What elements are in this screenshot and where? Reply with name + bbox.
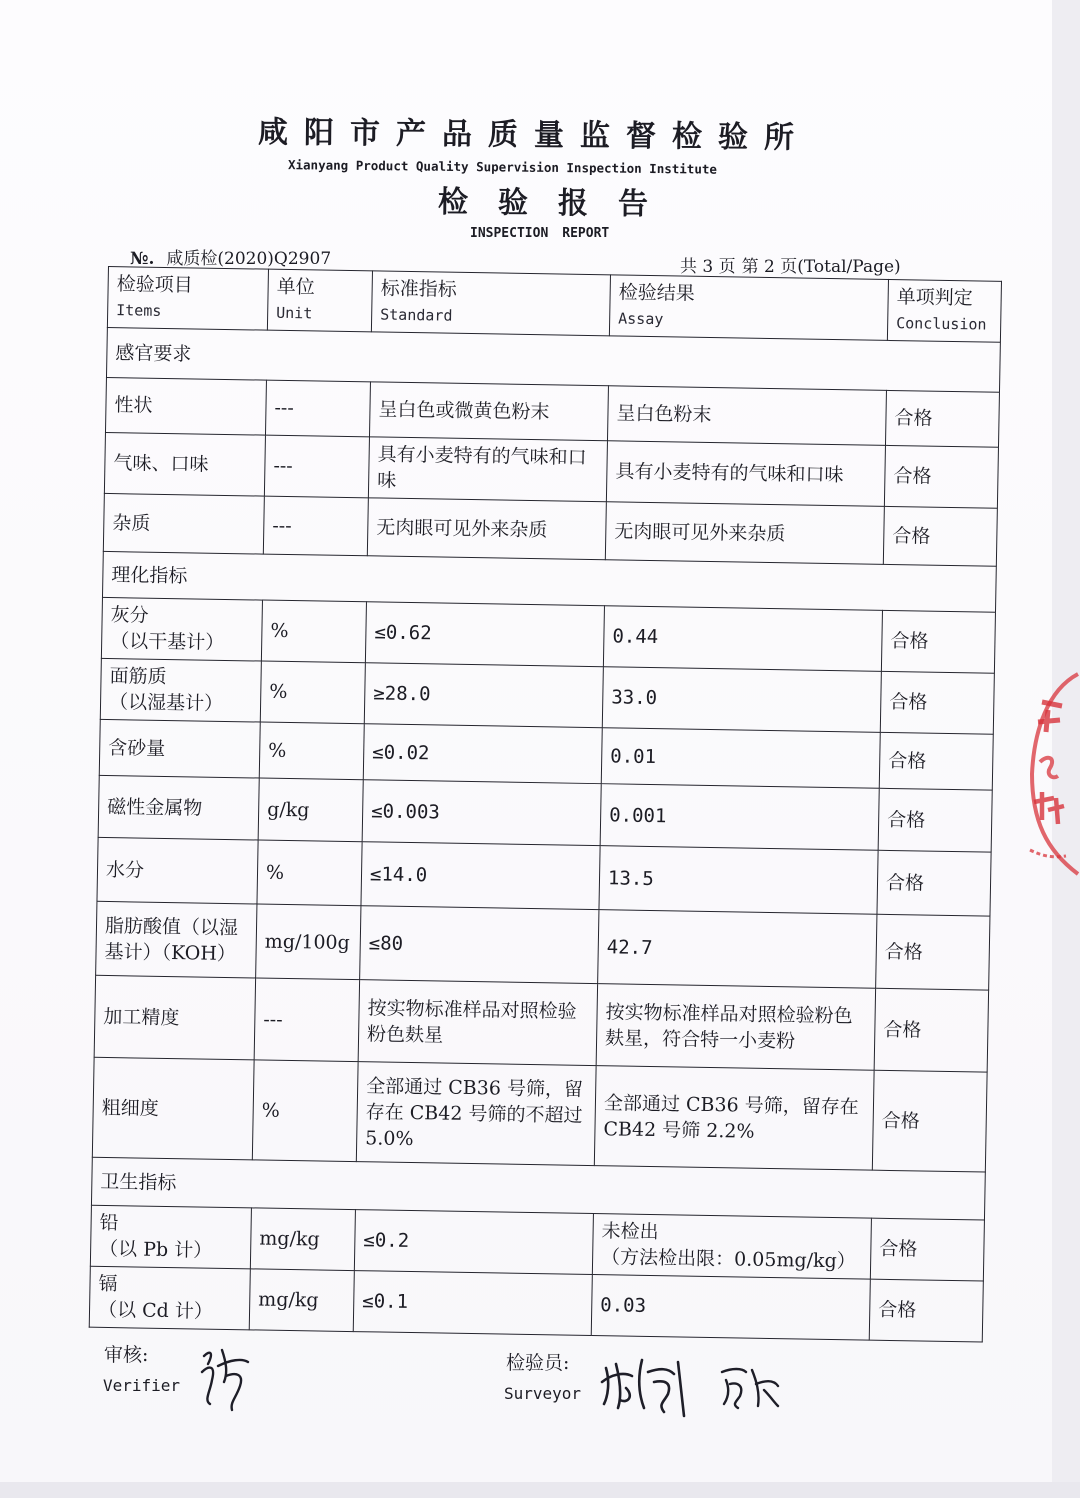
- cell-standard: ≥28.0: [364, 663, 603, 728]
- cell-unit: %: [257, 840, 362, 906]
- cell-standard: 全部通过 CB36 号筛，留存在 CB42 号筛的不超过 5.0%: [356, 1062, 596, 1166]
- verifier-label-en: Verifier: [103, 1376, 181, 1395]
- institute-name-en: Xianyang Product Quality Supervision Inspection Institute: [287, 157, 718, 177]
- cell-assay: 未检出 （方法检出限：0.05mg/kg）: [592, 1214, 871, 1280]
- page-total: 共 3 页: [680, 257, 736, 277]
- cell-standard: ≤0.62: [365, 602, 604, 667]
- cell-standard: ≤80: [360, 906, 599, 984]
- cell-assay: 0.001: [600, 784, 879, 851]
- cell-conclusion: 合格: [884, 445, 998, 508]
- cell-conclusion: 合格: [880, 671, 994, 734]
- cell-unit: %: [261, 600, 366, 663]
- cell-assay: 13.5: [599, 846, 878, 915]
- cell-item: 气味、口味: [104, 432, 265, 496]
- cell-item: 性状: [105, 377, 266, 435]
- cell-conclusion: 合格: [870, 1218, 984, 1281]
- cell-item: 面筋质 （以湿基计）: [100, 658, 261, 722]
- cell-assay: 0.44: [603, 606, 882, 672]
- cell-item: 磁性金属物: [98, 775, 259, 840]
- cell-standard: ≤0.2: [354, 1210, 593, 1275]
- report-number: [130, 244, 331, 269]
- page-total-en: (Total/Page): [797, 257, 901, 277]
- cell-standard: 按实物标准样品对照检验粉色麸星: [358, 980, 597, 1066]
- table-row: [92, 1057, 987, 1172]
- report-title-en-part2: REPORT: [562, 226, 610, 241]
- cell-standard: 呈白色或微黄色粉末: [369, 382, 608, 441]
- cell-standard: ≤0.003: [362, 780, 601, 846]
- surveyor-label-en: Surveyor: [504, 1384, 582, 1403]
- cell-unit: ---: [264, 435, 369, 498]
- cell-item: 杂质: [103, 493, 264, 554]
- cell-standard: ≤0.1: [353, 1271, 592, 1336]
- verifier-label-cn: 审核:: [104, 1344, 149, 1366]
- header-standard: 标准指标 Standard: [371, 271, 610, 336]
- header-conclusion: 单项判定 Conclusion: [887, 279, 1001, 342]
- cell-item: 粗细度: [92, 1057, 254, 1160]
- scan-bottom-shadow: [0, 1482, 1080, 1498]
- surveyor-signature-1: [598, 1352, 694, 1422]
- section-title: 卫生指标: [91, 1157, 985, 1220]
- report-number-label: №.: [130, 249, 155, 269]
- cell-conclusion: 合格: [869, 1279, 983, 1342]
- cell-standard: 具有小麦特有的气味和口味: [368, 437, 607, 502]
- cell-conclusion: 合格: [874, 988, 988, 1072]
- cell-item: 水分: [97, 837, 258, 904]
- inspection-table-wrap: [89, 266, 1002, 1343]
- section-title: 理化指标: [102, 551, 996, 612]
- cell-assay: 0.01: [601, 728, 880, 789]
- header-unit: 单位 Unit: [267, 269, 372, 332]
- cell-unit: ---: [265, 380, 370, 437]
- cell-item: 铅 （以 Pb 计）: [90, 1205, 251, 1269]
- cell-item: 灰分 （以干基计）: [101, 597, 262, 661]
- surveyor-signature-2: [716, 1362, 782, 1412]
- cell-standard: ≤14.0: [361, 842, 600, 910]
- page-current: 第 2 页: [741, 257, 798, 277]
- report-number-value: 咸质检(2020)Q2907: [166, 249, 332, 269]
- cell-assay: 33.0: [602, 667, 881, 733]
- cell-conclusion: 合格: [878, 788, 992, 852]
- institute-name-cn: 咸阳市产品质量监督检验所: [257, 114, 811, 156]
- cell-unit: %: [260, 661, 365, 724]
- cell-conclusion: 合格: [885, 390, 999, 447]
- cell-standard: 无肉眼可见外来杂质: [367, 498, 606, 560]
- cell-conclusion: 合格: [879, 732, 993, 790]
- header-assay: 检验结果 Assay: [609, 275, 888, 341]
- cell-assay: 呈白色粉末: [607, 386, 886, 446]
- cell-assay: 无肉眼可见外来杂质: [605, 502, 884, 565]
- cell-assay: 42.7: [598, 910, 877, 989]
- cell-item: 镉 （以 Cd 计）: [89, 1266, 250, 1330]
- cell-assay: 0.03: [591, 1275, 870, 1341]
- cell-conclusion: 合格: [881, 610, 995, 673]
- official-stamp: [1018, 670, 1080, 880]
- cell-item: 含砂量: [99, 719, 260, 778]
- cell-standard: ≤0.02: [363, 724, 602, 784]
- cell-unit: g/kg: [258, 778, 363, 842]
- cell-unit: mg/100g: [256, 904, 361, 980]
- report-title-en: [470, 226, 609, 241]
- section-title: 感官要求: [106, 327, 1000, 392]
- inspection-table: [89, 266, 1002, 1343]
- cell-assay: 全部通过 CB36 号筛，留存在 CB42 号筛 2.2%: [594, 1066, 874, 1171]
- cell-assay: 按实物标准样品对照检验粉色麸星，符合特一小麦粉: [596, 984, 875, 1071]
- report-title-en-part1: INSPECTION: [470, 226, 549, 241]
- cell-unit: ---: [263, 496, 368, 556]
- cell-conclusion: 合格: [876, 914, 990, 990]
- header-items: 检验项目 Items: [107, 267, 268, 331]
- surveyor-label-cn: 检验员:: [506, 1352, 570, 1374]
- cell-conclusion: 合格: [877, 850, 991, 916]
- cell-item: 脂肪酸值（以湿基计）（KOH）: [96, 901, 257, 978]
- cell-unit: ---: [254, 978, 359, 1062]
- cell-conclusion: 合格: [883, 506, 997, 566]
- table-row: [94, 975, 988, 1072]
- cell-unit: %: [252, 1060, 358, 1162]
- cell-assay: 具有小麦特有的气味和口味: [606, 441, 885, 507]
- report-title-cn: 检验报告: [437, 184, 679, 223]
- verifier-signature: [196, 1342, 256, 1414]
- cell-item: 加工精度: [94, 975, 255, 1060]
- cell-unit: %: [259, 722, 364, 780]
- cell-conclusion: 合格: [872, 1070, 987, 1172]
- page-count: [680, 252, 901, 277]
- cell-unit: mg/kg: [249, 1269, 354, 1332]
- cell-unit: mg/kg: [250, 1208, 355, 1271]
